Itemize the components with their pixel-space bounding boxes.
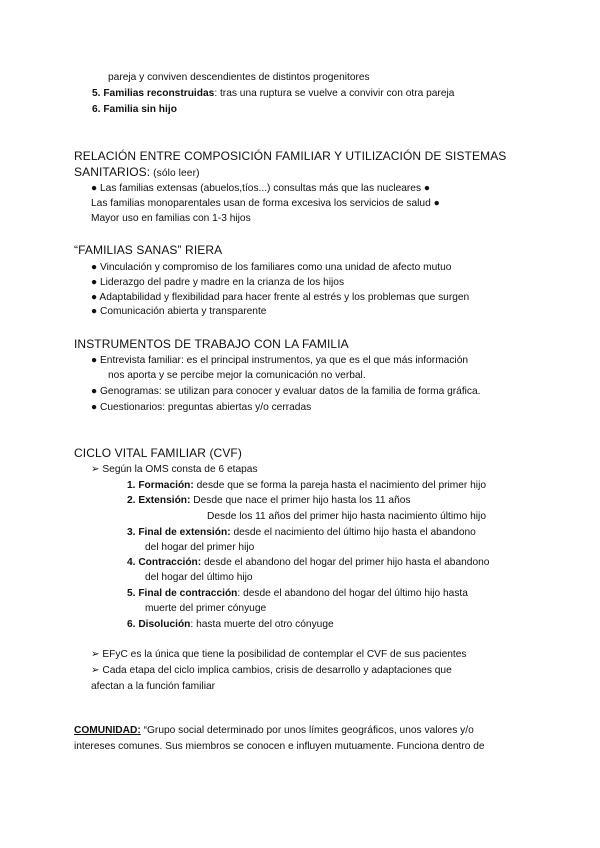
stage-label: 1. Formación:	[127, 480, 194, 491]
list-item: ● Genogramas: se utilizan para conocer y evaluar datos de la familia de forma gráfica.	[91, 386, 481, 397]
heading-note: (sólo leer)	[150, 168, 200, 179]
cvf-stage-4	[127, 557, 489, 569]
stage-text: : desde el abandono del hogar del último hijo hasta	[237, 588, 468, 599]
family-type-5	[92, 88, 454, 100]
section-heading-familias-sanas: “FAMILIAS SANAS” RIERA	[74, 243, 223, 257]
family-type-6	[92, 104, 177, 116]
stage-label: 6. Disolución	[127, 619, 191, 630]
section-heading-composition: RELACIÓN ENTRE COMPOSICIÓN FAMILIAR Y UTILIZACIÓN DE SISTEMAS	[74, 149, 507, 163]
cvf-stage-5-cont: muerte del primer cónyuge	[145, 603, 267, 614]
cvf-stage-2	[127, 495, 411, 507]
list-item: ● Liderazgo del padre y madre en la crianza de los hijos	[91, 277, 345, 288]
stage-label: 4. Contracción:	[127, 557, 202, 568]
comunidad-text: “Grupo social determinado por unos límites geográficos, unos valores y/o	[140, 725, 474, 736]
section-heading-instruments: INSTRUMENTOS DE TRABAJO CON LA FAMILIA	[74, 337, 349, 351]
list-item: ● Vinculación y compromiso de los familiares como una unidad de afecto mutuo	[91, 262, 452, 273]
stage-text: : hasta muerte del otro cónyuge	[190, 619, 334, 630]
family-type-5-text: : tras una ruptura se vuelve a convivir con otra pareja	[214, 88, 455, 99]
cvf-intro: ➢ Según la OMS consta de 6 etapas	[91, 464, 258, 475]
family-type-6-label: 6. Familia sin hijo	[92, 104, 177, 115]
cvf-stage-6	[127, 619, 334, 631]
cvf-note-1: ➢ EFyC es la única que tiene la posibilidad de contemplar el CVF de sus pacientes	[91, 649, 467, 660]
stage-label: 5. Final de contracción	[127, 588, 238, 599]
stage-label: 2. Extensión:	[127, 495, 191, 506]
list-item: ● Cuestionarios: preguntas abiertas y/o cerradas	[91, 402, 312, 413]
stage-text: desde el nacimiento del último hijo hasta el abandono	[230, 527, 476, 538]
cvf-stage-1	[127, 480, 486, 492]
list-item: ● Entrevista familiar: es el principal instrumentos, ya que es el que más información	[91, 355, 469, 366]
composition-line-1: ● Las familias extensas (abuelos,tíos...) consultas más que las nucleares ●	[91, 183, 431, 194]
cvf-stage-3	[127, 527, 476, 539]
cvf-stage-3-cont: del hogar del primer hijo	[145, 542, 255, 553]
cvf-stage-5	[127, 588, 468, 600]
stage-label: 3. Final de extensión:	[127, 527, 231, 538]
cvf-stage-2-cont: Desde los 11 años del primer hijo hasta nacimiento último hijo	[207, 511, 486, 522]
family-type-5-label: 5. Familias reconstruidas	[92, 88, 215, 99]
section-heading-cvf: CICLO VITAL FAMILIAR (CVF)	[74, 446, 242, 460]
cvf-stage-4-cont: del hogar del último hijo	[145, 572, 253, 583]
list-item-continuation: nos aporta y se percibe mejor la comunicación no verbal.	[108, 370, 366, 381]
comunidad-definition-cont: intereses comunes. Sus miembros se conocen e influyen mutuamente. Funciona dentro de	[74, 741, 485, 752]
composition-line-2: Las familias monoparentales usan de forma excesiva los servicios de salud ●	[91, 198, 440, 209]
list-item: ● Adaptabilidad y flexibilidad para hacer frente al estrés y los problemas que surgen	[91, 292, 470, 303]
heading-text: SANITARIOS:	[74, 165, 151, 179]
cvf-note-2: ➢ Cada etapa del ciclo implica cambios, crisis de desarrollo y adaptaciones que	[91, 665, 452, 676]
stage-text: desde el abandono del hogar del primer hijo hasta el abandono	[201, 557, 490, 568]
list-item: ● Comunicación abierta y transparente	[91, 306, 267, 317]
stage-text: desde que se forma la pareja hasta el nacimiento del primer hijo	[193, 480, 487, 491]
comunidad-definition	[74, 725, 474, 737]
stage-text: Desde que nace el primer hijo hasta los 11 años	[190, 495, 411, 506]
comunidad-label: COMUNIDAD:	[74, 725, 141, 736]
section-heading-composition-line2	[74, 165, 200, 181]
composition-line-3: Mayor uso en familias con 1-3 hijos	[91, 213, 251, 224]
cvf-note-2-cont: afectan a la función familiar	[91, 681, 216, 692]
list-continuation: pareja y conviven descendientes de distintos progenitores	[108, 72, 370, 83]
